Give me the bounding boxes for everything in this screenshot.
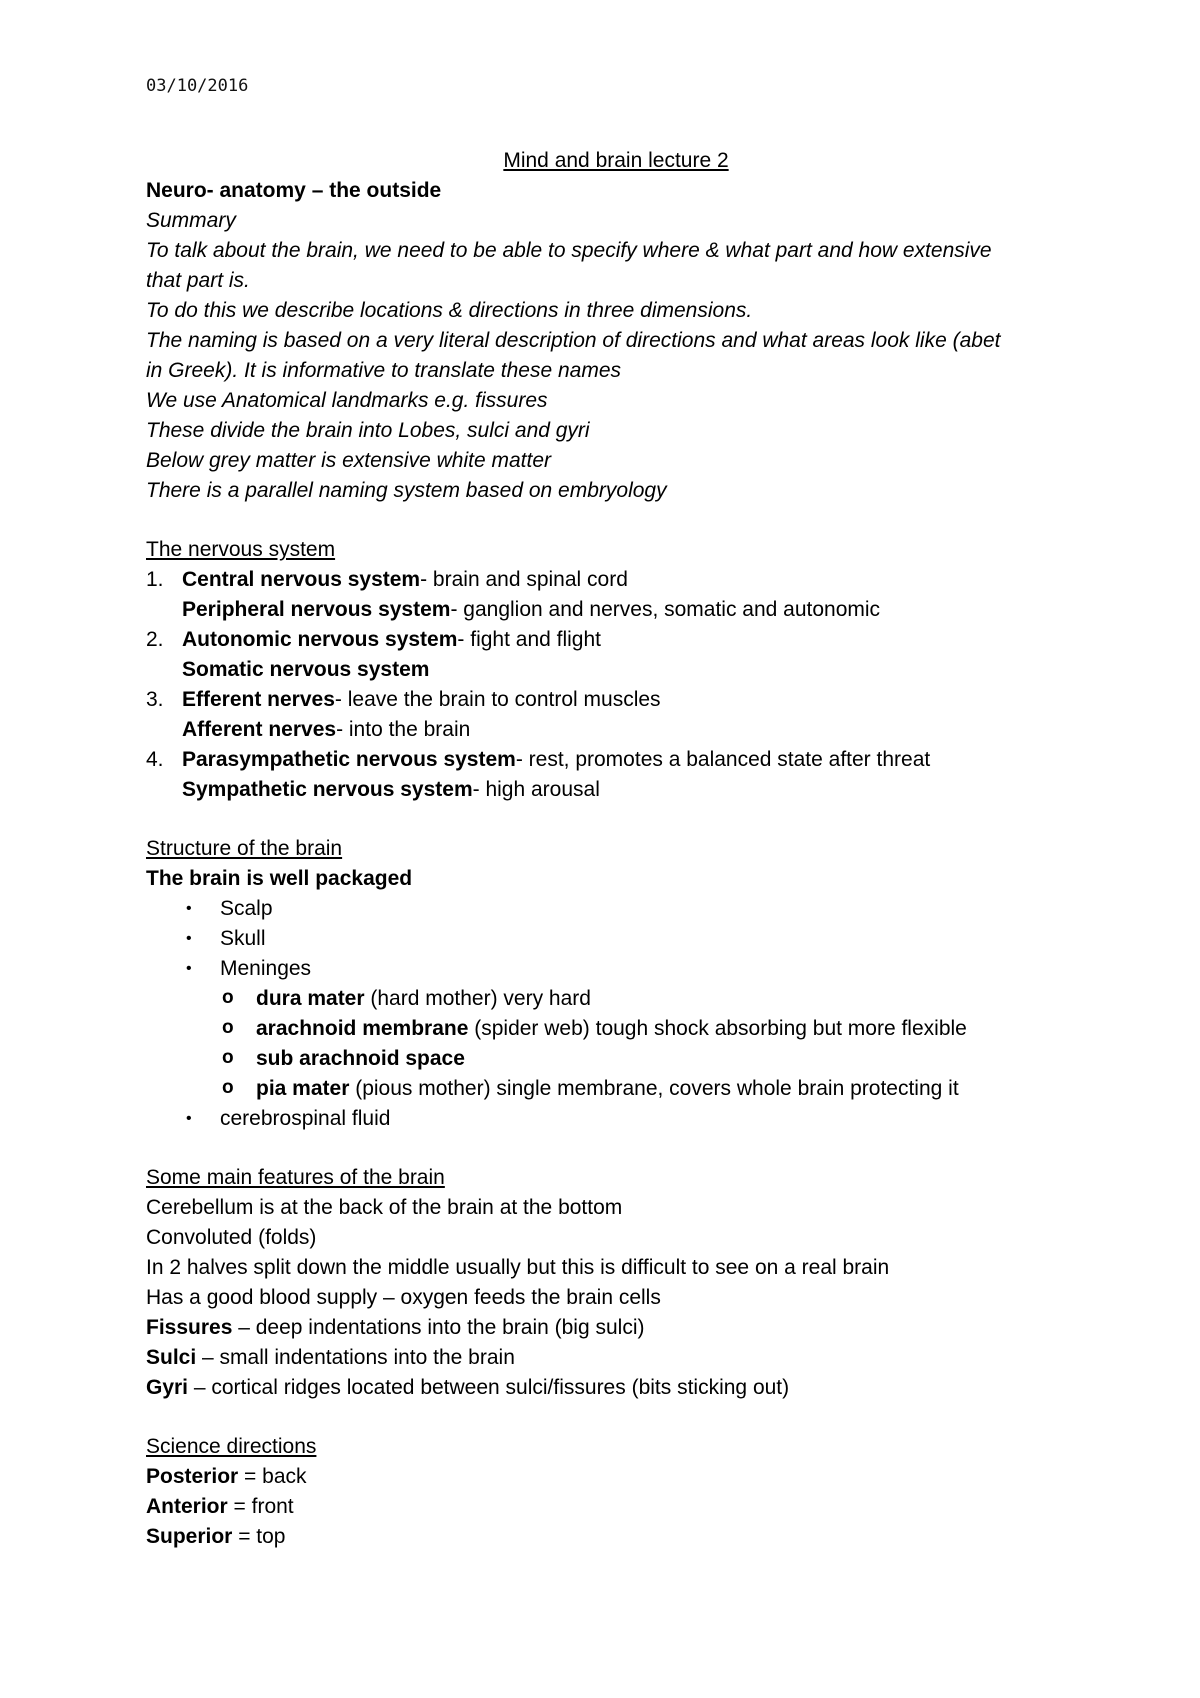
sub-bullet-icon: o <box>222 987 234 1008</box>
term-description: (pious mother) single membrane, covers whole brain protecting it <box>349 1077 959 1100</box>
feature-line: Has a good blood supply – oxygen feeds the brain cells <box>146 1286 661 1309</box>
term-description: - into the brain <box>336 718 471 741</box>
term-description: = top <box>232 1525 286 1548</box>
sub-bullet-icon: o <box>222 1017 234 1038</box>
term: Afferent nerves <box>182 718 337 741</box>
direction-definition <box>146 1522 1086 1552</box>
list-number: 3. <box>146 688 164 711</box>
term-description: - brain and spinal cord <box>420 568 628 591</box>
summary-heading: Summary <box>146 209 236 232</box>
sub-bullet-icon: o <box>222 1047 234 1068</box>
list-item <box>146 1104 1086 1134</box>
summary-line: These divide the brain into Lobes, sulci and gyri <box>146 419 590 442</box>
list-item <box>146 745 1086 805</box>
list-item <box>146 1044 1086 1074</box>
term: Central nervous system <box>182 568 421 591</box>
term-description: – deep indentations into the brain (big sulci) <box>232 1316 645 1339</box>
list-item-text: Meninges <box>220 957 312 980</box>
term-description: – cortical ridges located between sulci/fissures (bits sticking out) <box>188 1376 790 1399</box>
summary-line: To do this we describe locations & directions in three dimensions. <box>146 299 753 322</box>
packaging-list-continued <box>146 1104 1086 1134</box>
bullet-icon: • <box>186 1110 192 1127</box>
term: Efferent nerves <box>182 688 335 711</box>
term: Superior <box>146 1525 233 1548</box>
feature-line: Convoluted (folds) <box>146 1226 317 1249</box>
term-description: - leave the brain to control muscles <box>334 688 661 711</box>
term: Anterior <box>146 1495 228 1518</box>
term-description: (hard mother) very hard <box>364 987 591 1010</box>
term: arachnoid membrane <box>256 1017 469 1040</box>
term-description: – small indentations into the brain <box>196 1346 515 1369</box>
section-heading-nervous-system: The nervous system <box>146 538 336 561</box>
summary-line: in Greek). It is informative to translate these names <box>146 359 622 382</box>
document-body <box>146 146 1086 1552</box>
features-section <box>146 1163 1086 1403</box>
list-number: 2. <box>146 628 164 651</box>
direction-definition <box>146 1462 1086 1492</box>
summary-line: To talk about the brain, we need to be able to specify where & what part and how extensive <box>146 239 992 262</box>
summary-line: The naming is based on a very literal description of directions and what areas look like (abet <box>146 329 1001 352</box>
term: Somatic nervous system <box>182 658 430 681</box>
list-number: 4. <box>146 748 164 771</box>
term-description: - high arousal <box>472 778 600 801</box>
term-description: (spider web) tough shock absorbing but more flexible <box>468 1017 967 1040</box>
term: Posterior <box>146 1465 239 1488</box>
term: sub arachnoid space <box>256 1047 465 1070</box>
feature-definition <box>146 1313 1086 1343</box>
list-item <box>146 685 1086 745</box>
page-title: Mind and brain lecture 2 <box>503 149 729 172</box>
section-heading-features: Some main features of the brain <box>146 1166 445 1189</box>
list-item <box>146 1074 1086 1104</box>
nervous-system-list <box>146 565 1086 805</box>
term: Fissures <box>146 1316 233 1339</box>
nervous-system-section <box>146 535 1086 805</box>
bullet-icon: • <box>186 930 192 947</box>
term: Sulci <box>146 1346 197 1369</box>
sub-bullet-icon: o <box>222 1077 234 1098</box>
list-item <box>146 565 1086 625</box>
summary-section <box>146 206 1086 506</box>
page-subtitle: Neuro- anatomy – the outside <box>146 179 442 202</box>
feature-definition <box>146 1343 1086 1373</box>
summary-line: There is a parallel naming system based on embryology <box>146 479 667 502</box>
feature-definition <box>146 1373 1086 1403</box>
term: Parasympathetic nervous system <box>182 748 516 771</box>
document-date: 03/10/2016 <box>146 76 249 96</box>
bullet-icon: • <box>186 960 192 977</box>
term: pia mater <box>256 1077 350 1100</box>
term-description: - ganglion and nerves, somatic and autonomic <box>450 598 881 621</box>
meninges-list <box>146 984 1086 1104</box>
list-item-text: cerebrospinal fluid <box>220 1107 391 1130</box>
feature-line: In 2 halves split down the middle usually but this is difficult to see on a real brain <box>146 1256 890 1279</box>
structure-section <box>146 834 1086 1134</box>
list-item <box>146 894 1086 924</box>
bullet-icon: • <box>186 900 192 917</box>
directions-section <box>146 1432 1086 1552</box>
section-heading-directions: Science directions <box>146 1435 317 1458</box>
term-description: - rest, promotes a balanced state after threat <box>515 748 931 771</box>
structure-subheading: The brain is well packaged <box>146 867 413 890</box>
list-item <box>146 1014 1086 1044</box>
term-description: - fight and flight <box>457 628 601 651</box>
list-item-text: Scalp <box>220 897 273 920</box>
term: Gyri <box>146 1376 189 1399</box>
summary-line: that part is. <box>146 269 250 292</box>
feature-line: Cerebellum is at the back of the brain at the bottom <box>146 1196 623 1219</box>
list-item <box>146 924 1086 954</box>
direction-definition <box>146 1492 1086 1522</box>
list-number: 1. <box>146 568 164 591</box>
list-item <box>146 954 1086 984</box>
term-description: = back <box>238 1465 307 1488</box>
summary-line: Below grey matter is extensive white matter <box>146 449 551 472</box>
list-item-text: Skull <box>220 927 266 950</box>
packaging-list <box>146 894 1086 984</box>
section-heading-structure: Structure of the brain <box>146 837 343 860</box>
summary-line: We use Anatomical landmarks e.g. fissures <box>146 389 548 412</box>
term: Sympathetic nervous system <box>182 778 473 801</box>
list-item <box>146 984 1086 1014</box>
term: Peripheral nervous system <box>182 598 451 621</box>
term: dura mater <box>256 987 365 1010</box>
term: Autonomic nervous system <box>182 628 458 651</box>
list-item <box>146 625 1086 685</box>
term-description: = front <box>227 1495 294 1518</box>
